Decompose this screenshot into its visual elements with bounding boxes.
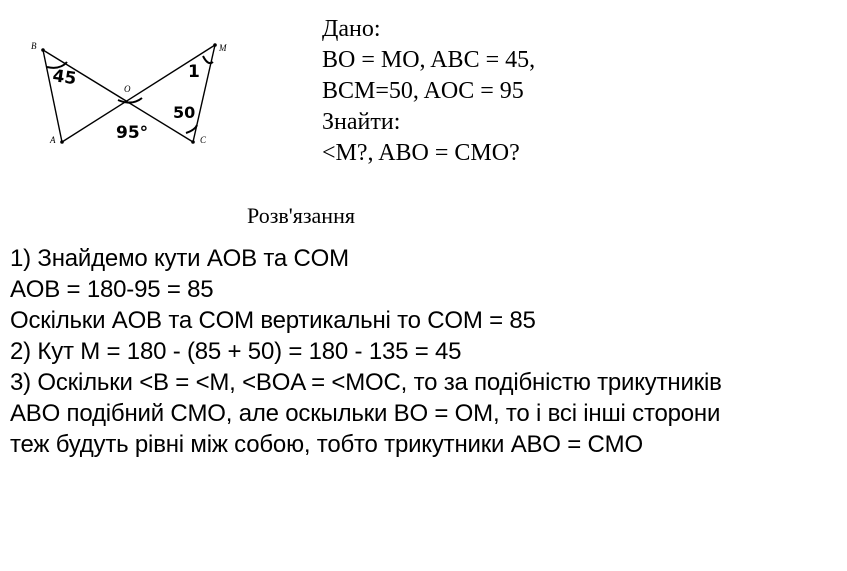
segment-ba	[43, 50, 62, 142]
given-block	[322, 14, 535, 169]
point-a	[60, 140, 64, 144]
point-c	[191, 140, 195, 144]
point-b	[41, 48, 45, 52]
given-line-2: BCM=50, AOC = 95	[322, 78, 524, 104]
solution-line: 3) Оскільки <B = <M, <BOA = <MOC, то за подібністю трикутників	[10, 369, 722, 396]
angle-b-value: 45	[51, 66, 78, 90]
label-c: C	[200, 135, 207, 145]
solution-title: Розв'язання	[247, 203, 355, 228]
angle-c-value: 50	[173, 103, 196, 122]
solution-line: 2) Кут M = 180 - (85 + 50) = 180 - 135 = 45	[10, 338, 462, 365]
point-m	[213, 43, 217, 47]
solution-line: ABO подібний CMO, але оскыльки BO = OM, то і всі інші сторони	[10, 400, 721, 427]
angle-m-value: 1	[188, 62, 200, 82]
solution-steps	[10, 243, 722, 460]
angle-o-value: 95°	[116, 123, 149, 143]
solution-line: теж будуть рівні між собою, тобто трикутники ABO = CMO	[10, 431, 643, 458]
geometry-figure	[20, 30, 250, 155]
given-title: Дано:	[322, 16, 381, 42]
label-a: A	[50, 135, 56, 145]
solution-line: Оскільки AOB та COM вертикальні то COM = 85	[10, 307, 536, 334]
triangles-diagram	[20, 30, 250, 155]
label-b: B	[31, 41, 37, 51]
given-line-1: BO = MO, ABC = 45,	[322, 47, 536, 73]
solution-line: 1) Знайдемо кути AOB та COM	[10, 245, 349, 272]
label-o: O	[124, 84, 131, 94]
find-line: <M?, ABO = CMO?	[322, 140, 520, 166]
solution-line: AOB = 180-95 = 85	[10, 276, 214, 303]
find-title: Знайти:	[322, 109, 401, 135]
label-m: M	[219, 43, 227, 53]
